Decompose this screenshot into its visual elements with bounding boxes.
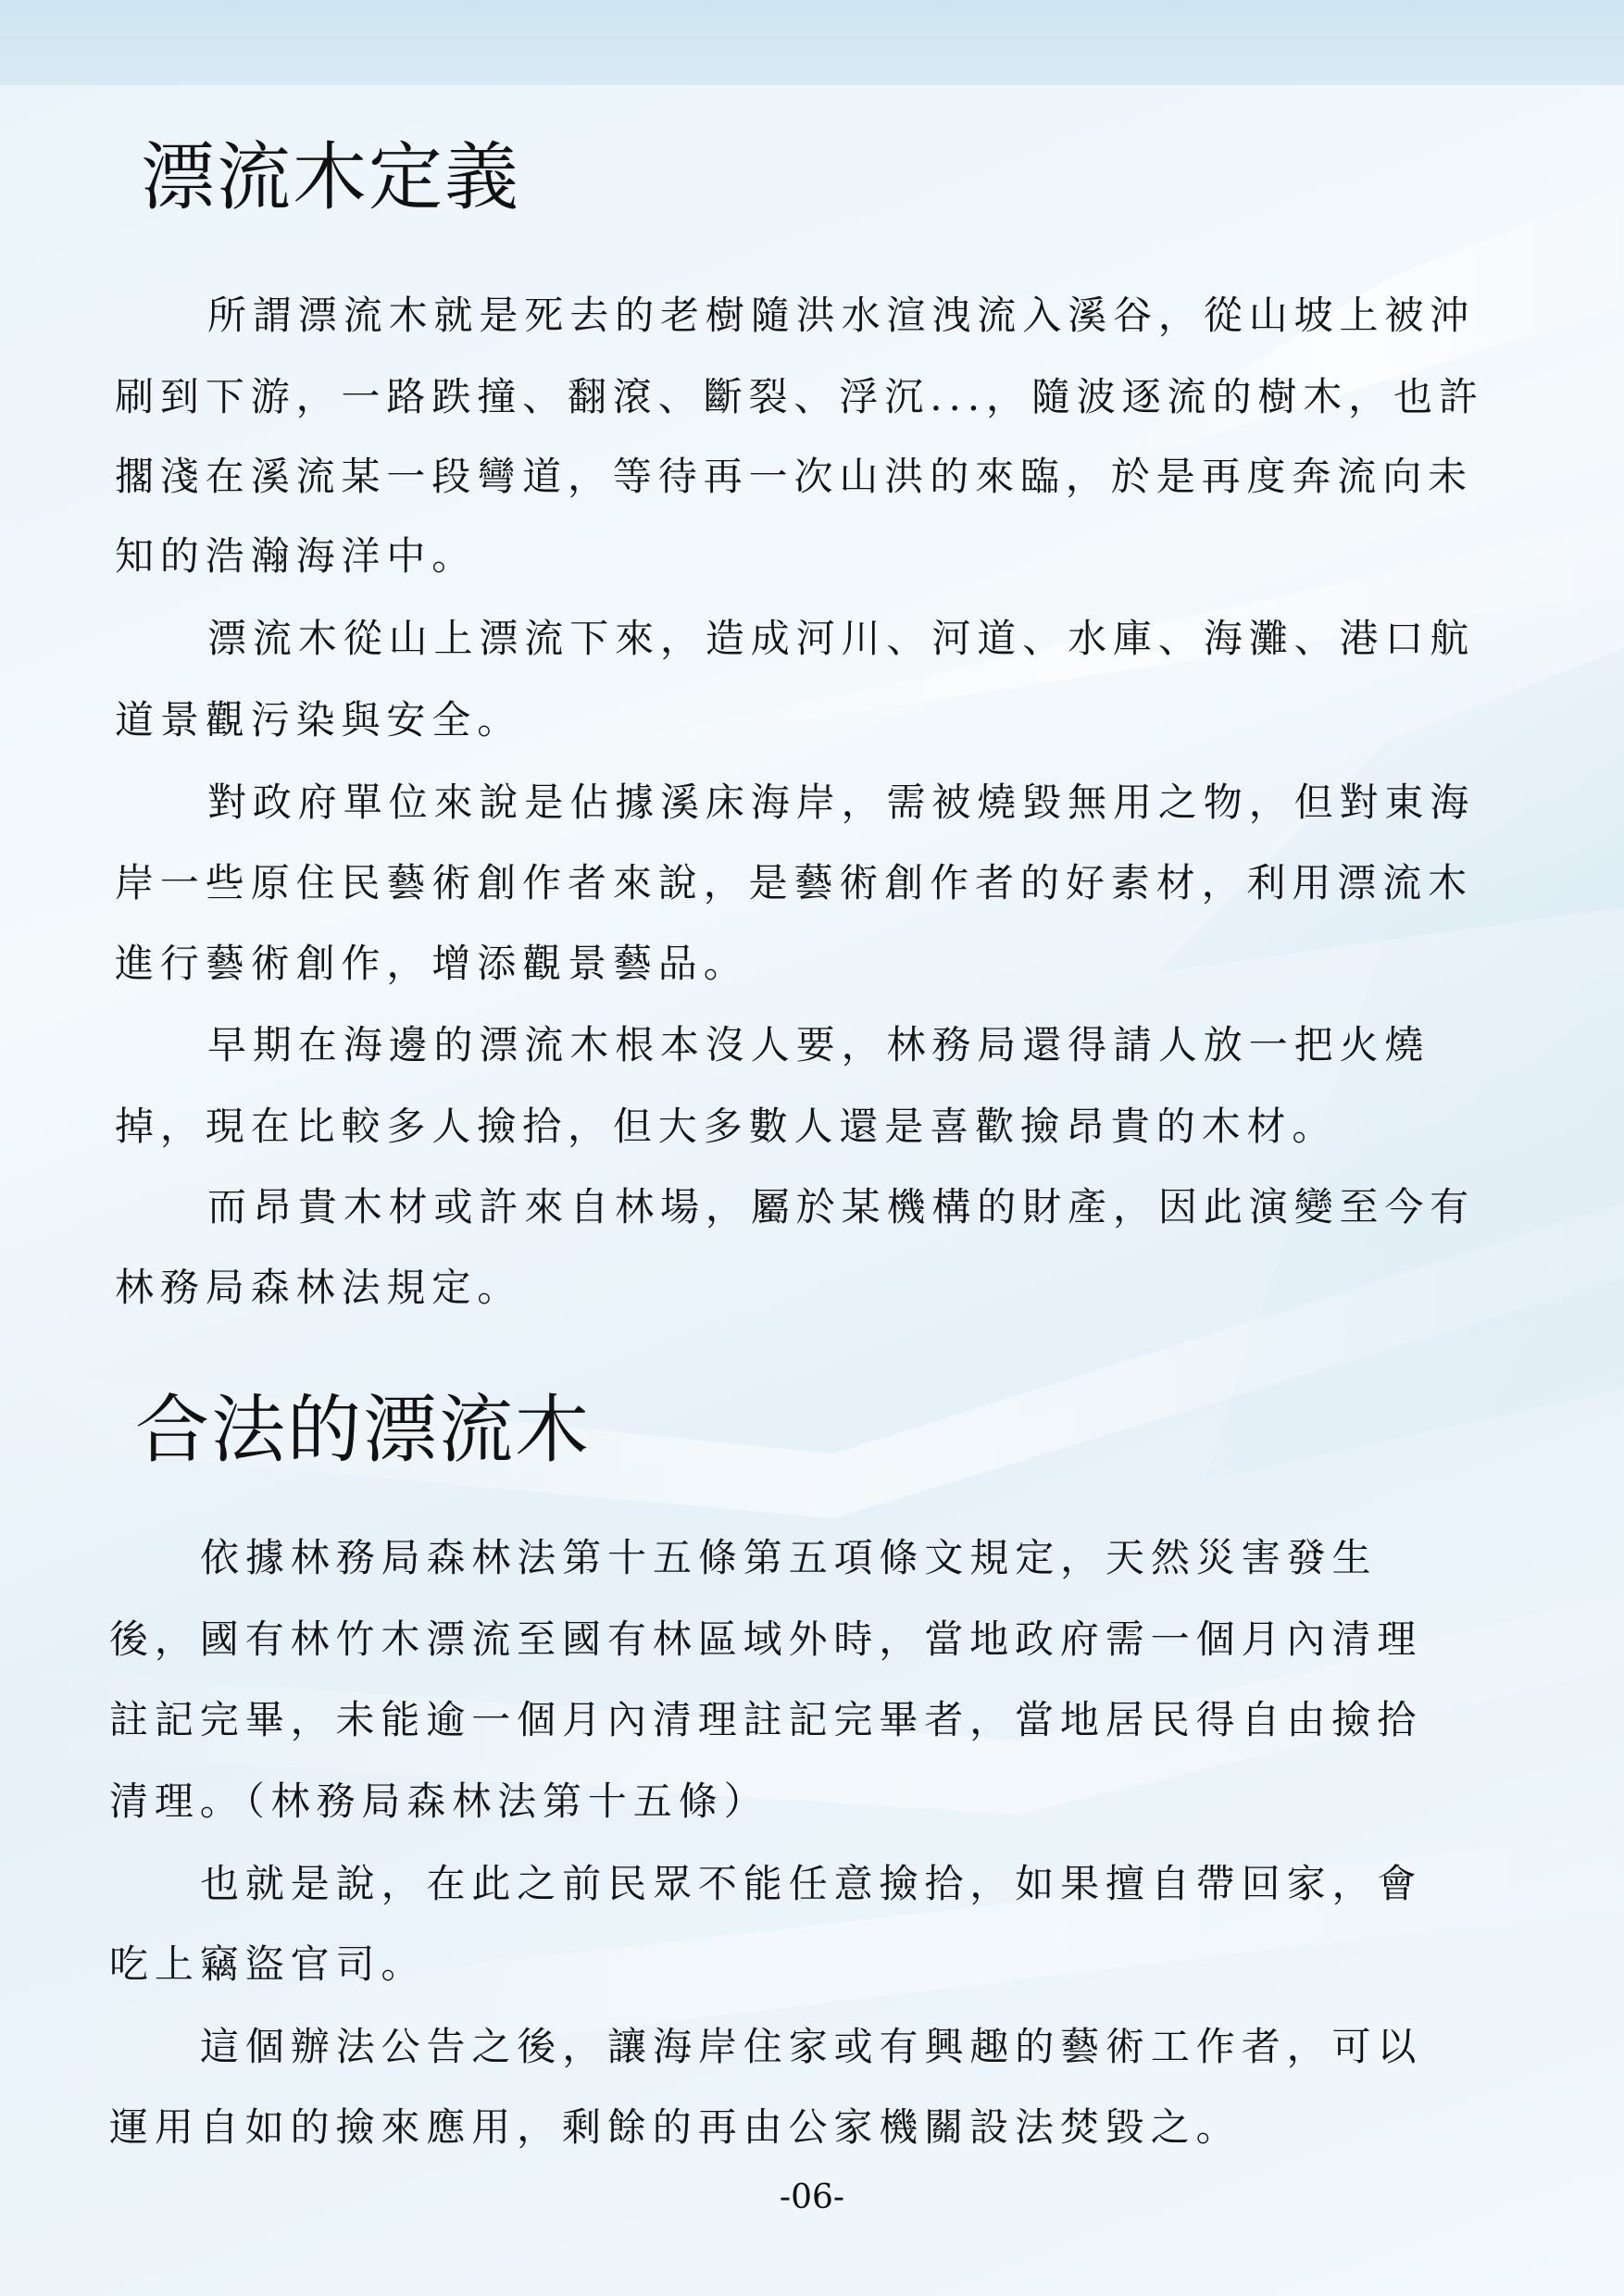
page-number: -06-: [779, 2178, 845, 2216]
section-heading-legal-driftwood: 合法的漂流木: [135, 1387, 591, 1473]
paragraph-line: 清理。（林務局森林法第十五條）: [109, 1778, 769, 1824]
paragraph-line: 知的浩瀚海洋中。: [115, 533, 478, 579]
paragraph-line: 岸一些原住民藝術創作者來說，是藝術創作者的好素材，利用漂流木: [115, 860, 1474, 905]
paragraph-line: 吃上竊盜官司。: [109, 1941, 427, 1987]
paragraph-line: 所謂漂流木就是死去的老樹隨洪水渲洩流入溪谷，從山坡上被沖: [207, 293, 1476, 338]
paragraph-line: 也就是說，在此之前民眾不能任意撿拾，如果擅自帶回家，會: [200, 1861, 1423, 1906]
section-heading-driftwood-definition: 漂流木定義: [141, 134, 520, 220]
paragraph-line: 註記完畢，未能逾一個月內清理註記完畢者，當地居民得自由撿拾: [109, 1697, 1423, 1742]
paragraph-line: 進行藝術創作，增添觀景藝品。: [115, 941, 749, 986]
paragraph-line: 這個辦法公告之後，讓海岸住家或有興趣的藝術工作者，可以: [200, 2024, 1423, 2069]
paragraph-line: 漂流木從山上漂流下來，造成河川、河道、水庫、海灘、港口航: [207, 616, 1476, 661]
paragraph-line: 林務局森林法規定。: [115, 1265, 523, 1310]
paragraph-line: 早期在海邊的漂流木根本沒人要，林務局還得請人放一把火燒: [207, 1022, 1430, 1067]
paragraph-line: 對政府單位來說是佔據溪床海岸，需被燒毀無用之物，但對東海: [207, 780, 1476, 825]
paragraph-line: 刷到下游，一路跌撞、翻滾、斷裂、浮沉...，隨波逐流的樹木，也許: [115, 374, 1484, 419]
paragraph-line: 依據林務局森林法第十五條第五項條文規定，天然災害發生: [200, 1535, 1378, 1580]
paragraph-line: 擱淺在溪流某一段彎道，等待再一次山洪的來臨，於是再度奔流向未: [115, 454, 1474, 499]
paragraph-line: 掉，現在比較多人撿拾，但大多數人還是喜歡撿昂貴的木材。: [115, 1104, 1338, 1149]
paragraph-line: 運用自如的撿來應用，剩餘的再由公家機關設法焚毀之。: [109, 2104, 1242, 2150]
paragraph-line: 而昂貴木材或許來自林場，屬於某機構的財產，因此演變至今有: [207, 1184, 1476, 1229]
paragraph-line: 後，國有林竹木漂流至國有林區域外時，當地政府需一個月內清理: [109, 1616, 1423, 1662]
paragraph-line: 道景觀污染與安全。: [115, 697, 523, 742]
